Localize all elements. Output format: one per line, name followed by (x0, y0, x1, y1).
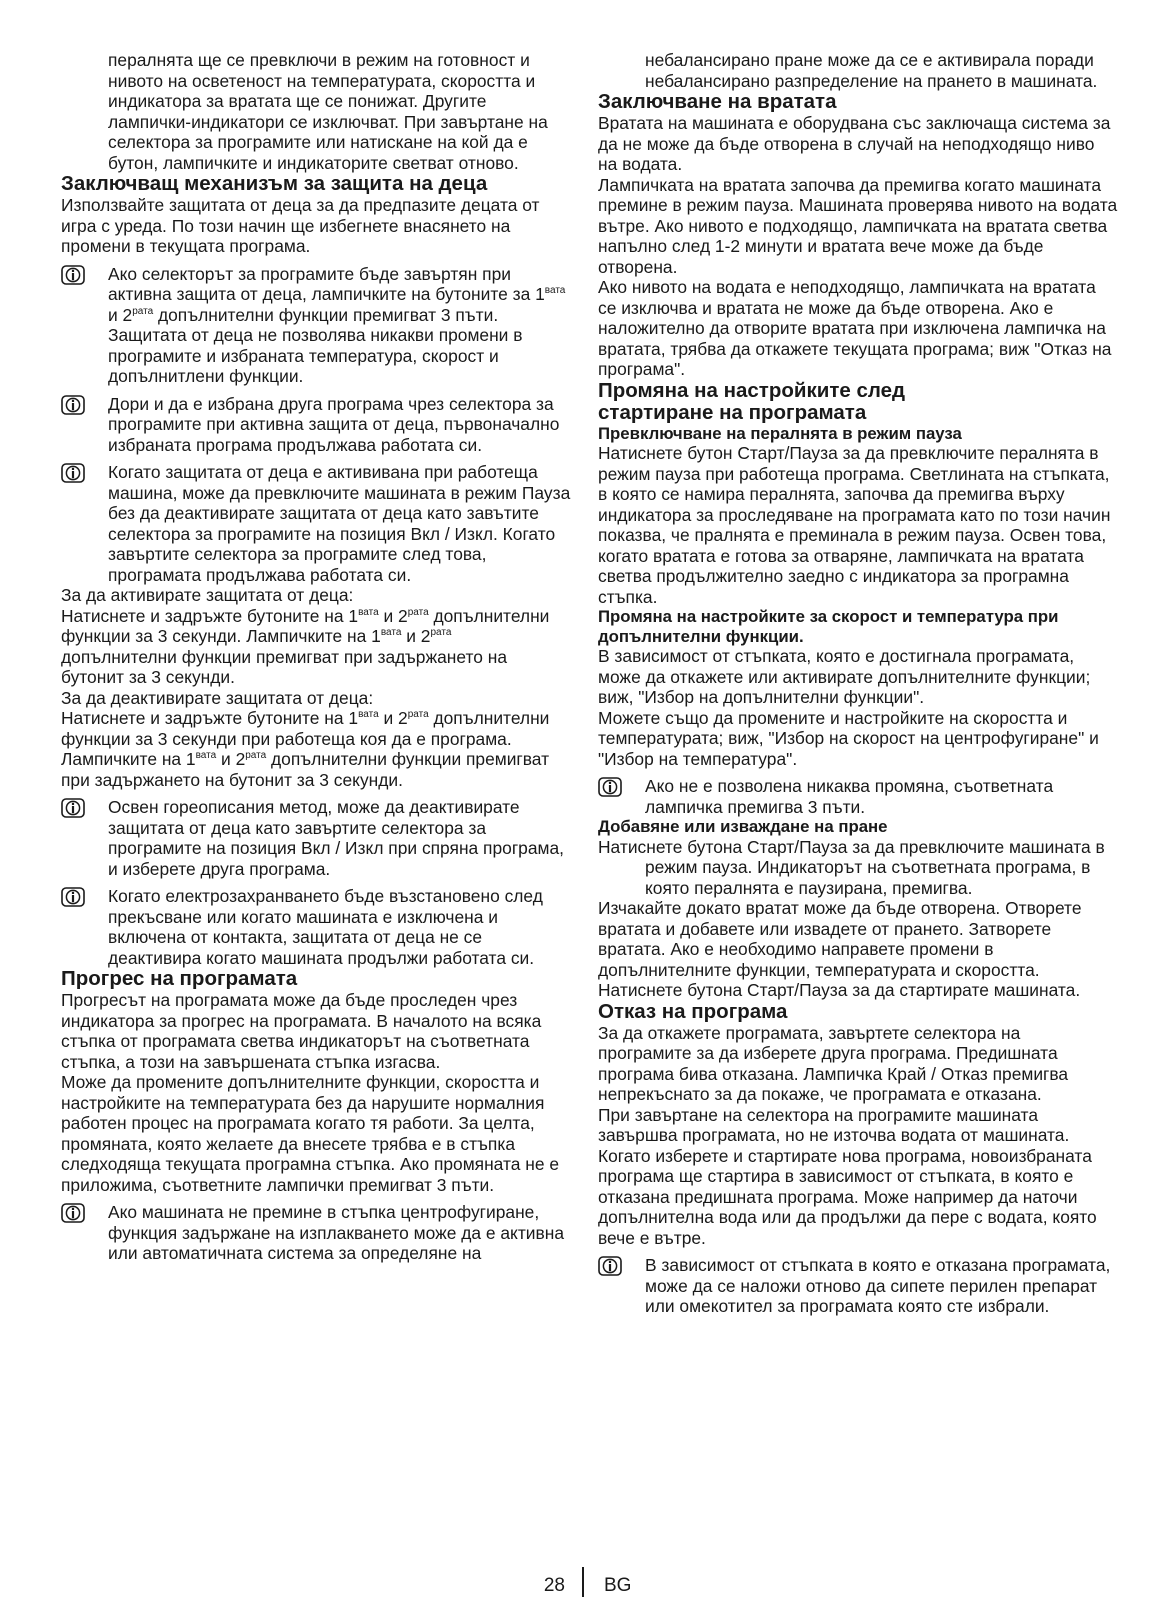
language-code: BG (604, 1575, 632, 1596)
note-text: Освен гореописания метод, може да деактивирате защитата от деца като завъртите селектора за програмите на позиция Вкл / Изкл при спряна програма, и изберете друга програма. (108, 797, 564, 879)
activate-title: За да активирате защитата от деца: (61, 585, 354, 605)
note-deactivate-alt (61, 797, 571, 879)
heading-progress: Прогрес на програмата (61, 967, 298, 990)
subheading-pause: Превключване на пералнята в режим пауза (598, 423, 962, 443)
info-icon (61, 395, 85, 415)
info-icon (61, 798, 85, 818)
footer-divider (582, 1567, 584, 1597)
paragraph-continued: пералнята ще се превключи в режим на готовност и нивото на осветеност на температурата, скоростта и индикатора за вратата ще се понижат. Другите лампички-индикатори се изключват. При завъртане на селектора за програмите или натискане на кой да е бутон, лампичките и индикаторите светват отново. (108, 50, 548, 173)
note-pause-mode (61, 462, 571, 585)
page-number: 28 (543, 1575, 565, 1596)
subheading-speed-temp: Промяна на настройките за скорост и температура при допълнителни функции. (598, 607, 1059, 646)
right-column (598, 50, 1118, 1317)
deactivate-instructions: Натиснете и задръжте бутоните на $1^{вата}$ и $2^{рата}$ допълнителни функции за 3 секунди при работеща коя да е програма. Лампичките на $1^{вата}$ и $2^{рата}$ допълнителни функции премигват при задържането на бутонит за 3 секунди. (61, 708, 550, 790)
note-text: Дори и да е избрана друга програма чрез селектора за програмите при активна защита от деца, първоначално избраната програма продължава работата си. (108, 393, 560, 455)
info-icon (598, 777, 622, 797)
note-text: Когато защитата от деца е актививана при работеща машина, може да превключите машината в режим Пауза без да деактивирате защитата от деца като завътите селектора за програмите на позиция Вкл / Изкл. Когато завъртите селектора за програмите след това, програмата продължава работата си. (108, 462, 571, 585)
paragraph-laundry-2: Изчакайте докато вратат може да бъде отворена. Отворете вратата и добавете или извадете от прането. Затворете вратата. Ако е необходимо направете промени в допълнителните функции, температурата и скоростта. Натиснете бутона Старт/Пауза за да стартирате машината. (598, 898, 1082, 1000)
deactivate-title: За да деактивирате защитата от деца: (61, 687, 374, 708)
paragraph-door-2: Лампичката на вратата започва да премигва когато машината премине в режим пауза. Машината проверява нивото на водата вътре. Ако нивото е подходящо, лампичката на вратата светва напълно след 1-2 минути и вратата вече може да бъде отворена. (598, 174, 1118, 277)
note-text: Когато електрозахранването бъде възстановено след прекъсване или когато машината е изключена и включена от контакта, защитата от деца не се деактивира когато машината продължи работата си. (108, 886, 543, 968)
paragraph-child-lock: Използвайте защитата от деца за да предпазите децата от игра с уреда. По този начин ще избегнете внасянето на промени в текущата програма. (61, 195, 540, 256)
subheading-laundry: Добавяне или изваждане на пране (598, 817, 888, 836)
note-power-restore (61, 886, 571, 968)
heading-cancel: Отказ на програма (598, 999, 788, 1023)
info-icon (61, 265, 85, 285)
info-icon (61, 463, 85, 483)
info-icon (61, 1203, 85, 1223)
heading-door-lock: Заключване на вратата (598, 90, 837, 113)
paragraph-cancel-2: При завъртане на селектора на програмите машината завършва програмата, но не източва водата от машината. Когато изберете и стартирате нова програма, новоизбраната програма ще стартира в зависимост от стъпката, в която е отказана предишната програма. Може например да наточи допълнителна вода или да продължи да пере с водата, която вече е вътре. (598, 1104, 1097, 1248)
paragraph-speed-2: Можете също да промените и настройките на скоростта и температурата; виж, "Избор на скорост на центрофугиране" и "Избор на температура". (598, 707, 1099, 769)
heading-child-lock: Заключващ механизъм за защита на деца (61, 172, 488, 195)
paragraph-cancel-1: За да откажете програмата, завъртете селектора на програмите за да изберете друга програма. Предишната програма бива отказана. Лампичка Край / Отказ премигва непрекъснато за да покаже, че програмата е отказана. (598, 1022, 1069, 1104)
note-no-change (598, 776, 1118, 817)
note-text: В зависимост от стъпката в която е отказана програмата, може да се наложи отново да сипете перилен препарат или омекотител за програмата която сте избрали. (645, 1255, 1111, 1316)
note-text: Ако не е позволена никаква промяна, съответната лампичка премигва 3 пъти. (645, 776, 1054, 817)
paragraph-pause: Натиснете бутон Старт/Пауза за да превключите пералнята в режим пауза при работеща програма. Светлината на стъпката, в която се намира пералнята, започва да премигва върху индикатора за проследяване на програмата като по този начин показва, че пралнята е преминала в режим пауза. Освен това, когато вратата е готова за отваряне, лампичката на вратата светва продължително заедно с индикатора за програмна стъпка. (598, 443, 1111, 607)
activate-instructions: Натиснете и задръжте бутоните на $1^{вата}$ и $2^{рата}$ допълнителни функции за 3 секунди. Лампичките на $1^{вата}$ и $2^{рата}$ допълнителни функции премигват при задържането на бутонит за 3 секунди. (61, 605, 550, 687)
heading-change-settings: Промяна на настройките след стартиране на програмата (598, 378, 906, 424)
paragraph-door-3: Ако нивото на водата е неподходящо, лампичката на вратата се изключва и вратата не може да бъде отворена. Ако е наложително да отворите вратата при изключена лампичка на вратата, трябва да откажете текущата програма; виж "Отказ на програма". (598, 277, 1112, 379)
note-child-lock-selector (61, 264, 571, 387)
note-text: Ако машината не премине в стъпка центрофугиране, функция задържане на изплакването може да е активна или автоматичната система за определяне на (108, 1202, 565, 1263)
paragraph-door-1: Вратата на машината е оборудвана със заключаща система за да не може да бъде отворена в случай на неподходящо ниво на водата. (598, 113, 1111, 174)
paragraph-continued: небалансирано пране може да се е активирала поради небалансирано разпределение на прането в машината. (645, 50, 1098, 91)
info-icon (61, 887, 85, 907)
left-column (61, 50, 571, 1264)
paragraph-progress-2: Може да промените допълнителните функции, скоростта и настройките на температурата без да нарушите нормалния работен процес на програмата когато тя работи. За целта, промяната, която желаете да внесете трябва е в стъпка следходяща текущата програмна стъпка. Ако промяната не е приложима, съответните лампички премигват 3 пъти. (61, 1072, 560, 1195)
info-icon (598, 1256, 622, 1276)
note-spin-step (61, 1202, 571, 1264)
paragraph-progress-1: Прогресът на програмата може да бъде проследен чрез индикатора за прогрес на програмата. В началото на всяка стъпка от програмата светва индикаторът на съответната стъпка, а този на завършената стъпка изгасва. (61, 990, 542, 1072)
note-program-continues (61, 394, 571, 456)
note-detergent (598, 1255, 1118, 1317)
paragraph-speed-1: В зависимост от стъпката, която е достигнала програмата, може да откажете или активирате допълнителните функции; виж, "Избор на допълнителни функции". (598, 646, 1091, 707)
note-text: Ако селекторът за програмите бъде завъртян при активна защита от деца, лампичките на бутоните за $1^{вата}$ и $2^{рата}$ допълнителни функции премигват 3 пъти. Защитата от деца не позволява никакви промени в програмите и избраната температура, скорост и допълнитлени функции. (108, 263, 566, 386)
paragraph-laundry-1: Натиснете бутона Старт/Пауза за да превключите машината в режим пауза. Индикаторът на съответната програма, в която пералнята е паузирана, премигва. (598, 836, 1105, 898)
